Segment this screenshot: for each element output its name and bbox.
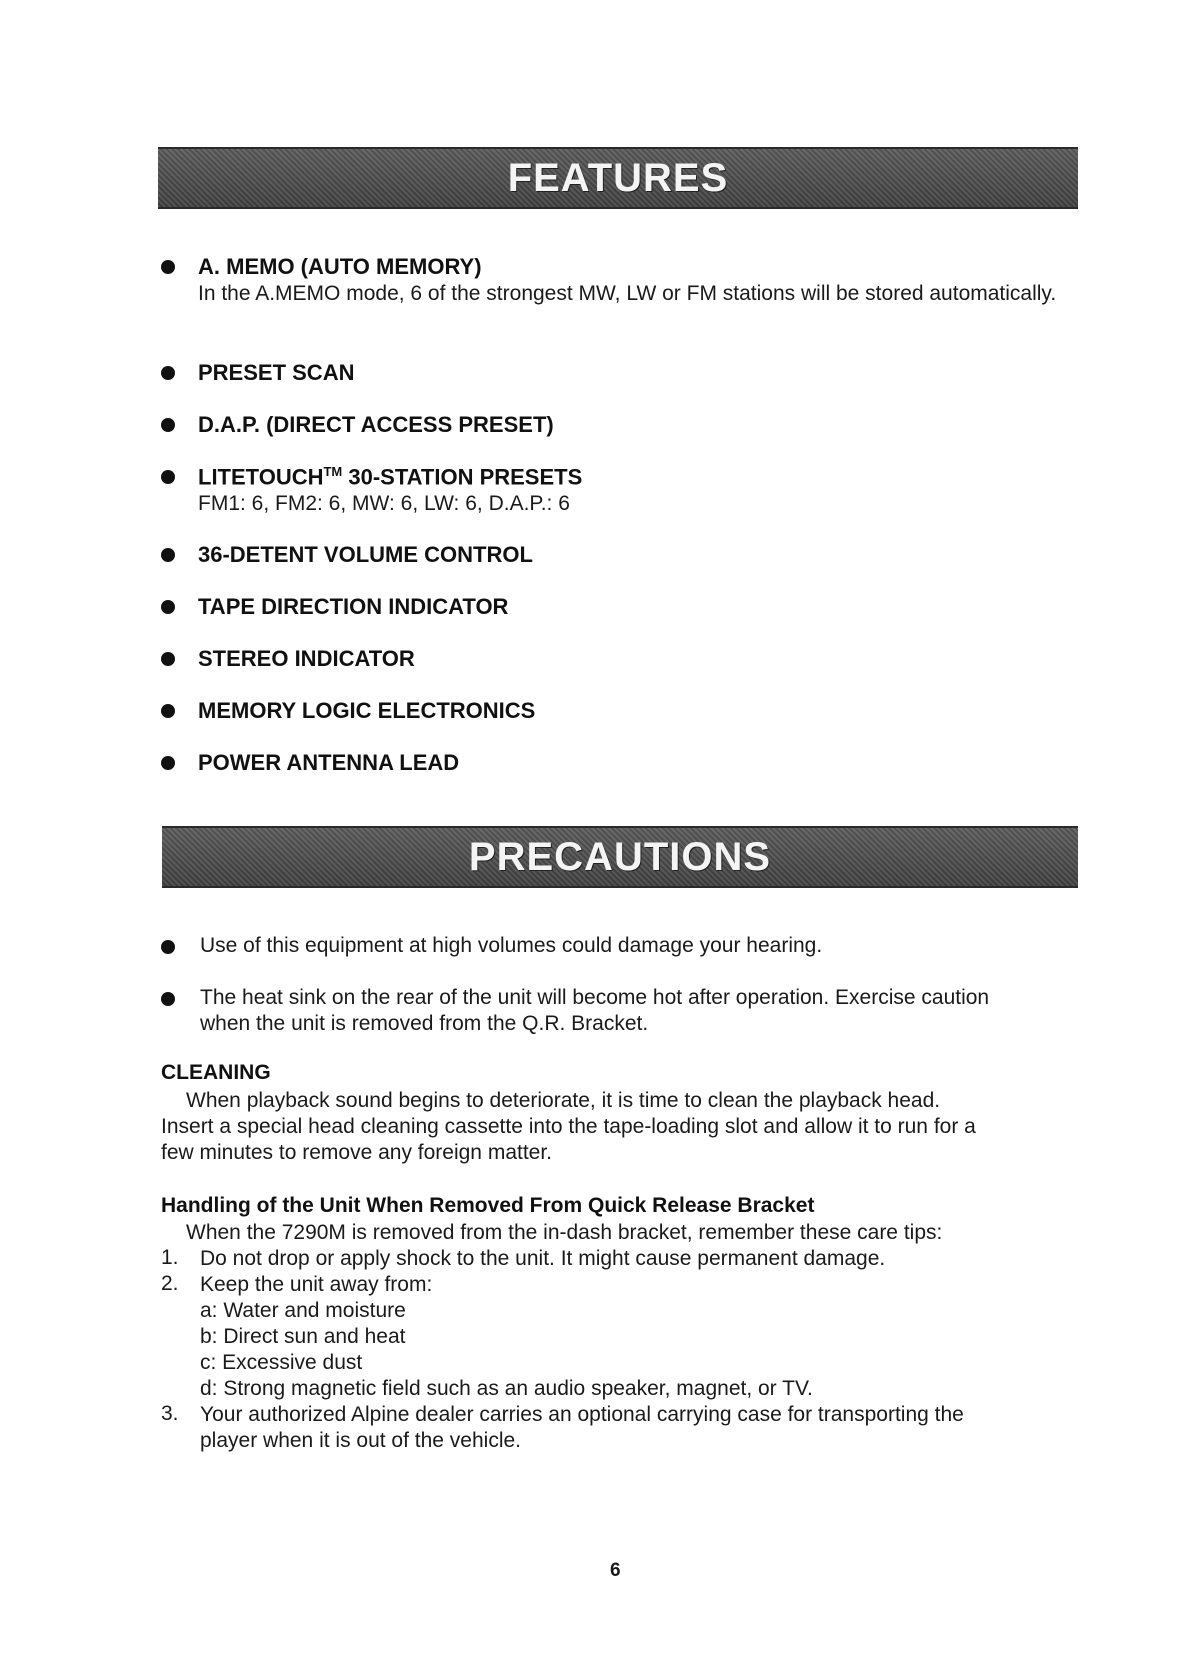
subitem-b: b: Direct sun and heat (200, 1325, 406, 1348)
trademark-sup: TM (323, 464, 343, 479)
step-number: 2. (161, 1272, 179, 1295)
feature-preset-scan: PRESET SCAN (198, 360, 355, 385)
bullet-icon (161, 548, 175, 562)
subitem-d: d: Strong magnetic field such as an audio speaker, magnet, or TV. (200, 1377, 813, 1400)
feature-power-antenna: POWER ANTENNA LEAD (198, 750, 460, 775)
feature-litetouch (198, 464, 582, 490)
feature-a-memo-desc: In the A.MEMO mode, 6 of the strongest MW, LW or FM stations will be stored automatically. (198, 282, 1057, 305)
cleaning-line1: When playback sound begins to deteriorate, it is time to clean the playback head. (186, 1089, 941, 1112)
step-text: Do not drop or apply shock to the unit. It might cause permanent damage. (200, 1247, 886, 1270)
bullet-icon (161, 366, 175, 380)
step-text-continued: player when it is out of the vehicle. (200, 1429, 522, 1452)
bullet-icon (161, 704, 175, 718)
bullet-icon (161, 756, 175, 770)
bullet-icon (161, 260, 175, 274)
page-number: 6 (610, 1560, 621, 1581)
precaution-volume: Use of this equipment at high volumes could damage your hearing. (200, 934, 823, 957)
subitem-c: c: Excessive dust (200, 1351, 363, 1374)
precaution-heat-sink-line1: The heat sink on the rear of the unit will become hot after operation. Exercise caution (200, 986, 990, 1009)
feature-memory-logic: MEMORY LOGIC ELECTRONICS (198, 698, 536, 723)
feature-dap: D.A.P. (DIRECT ACCESS PRESET) (198, 412, 554, 437)
precautions-banner (162, 826, 1078, 888)
bullet-icon (161, 418, 175, 432)
step-text: Keep the unit away from: (200, 1273, 433, 1296)
bullet-icon (161, 992, 175, 1006)
bullet-icon (161, 600, 175, 614)
features-title: FEATURES (507, 155, 729, 200)
bullet-icon (161, 652, 175, 666)
feature-volume-control: 36-DETENT VOLUME CONTROL (198, 542, 533, 567)
feature-litetouch-label: LITETOUCH (198, 464, 324, 490)
handling-heading: Handling of the Unit When Removed From Quick Release Bracket (161, 1194, 815, 1217)
precaution-heat-sink-line2: when the unit is removed from the Q.R. Bracket. (200, 1012, 649, 1035)
feature-stereo-indicator: STEREO INDICATOR (198, 646, 415, 671)
bullet-icon (161, 940, 175, 954)
features-banner (158, 147, 1078, 209)
handling-intro: When the 7290M is removed from the in-dash bracket, remember these care tips: (186, 1221, 943, 1244)
bullet-icon (161, 470, 175, 484)
step-number: 1. (161, 1246, 179, 1269)
subitem-a: a: Water and moisture (200, 1299, 406, 1322)
cleaning-heading: CLEANING (161, 1061, 271, 1084)
precautions-title: PRECAUTIONS (468, 834, 772, 879)
feature-litetouch-label-rest: 30-STATION PRESETS (342, 464, 583, 490)
step-number: 3. (161, 1402, 179, 1425)
feature-a-memo: A. MEMO (AUTO MEMORY) (198, 254, 482, 279)
cleaning-line2: Insert a special head cleaning cassette into the tape-loading slot and allow it to run for a (161, 1115, 976, 1138)
cleaning-line3: few minutes to remove any foreign matter. (161, 1141, 553, 1164)
feature-tape-direction: TAPE DIRECTION INDICATOR (198, 594, 509, 619)
step-text: Your authorized Alpine dealer carries an optional carrying case for transporting the (200, 1403, 964, 1426)
feature-litetouch-desc: FM1: 6, FM2: 6, MW: 6, LW: 6, D.A.P.: 6 (198, 492, 570, 515)
